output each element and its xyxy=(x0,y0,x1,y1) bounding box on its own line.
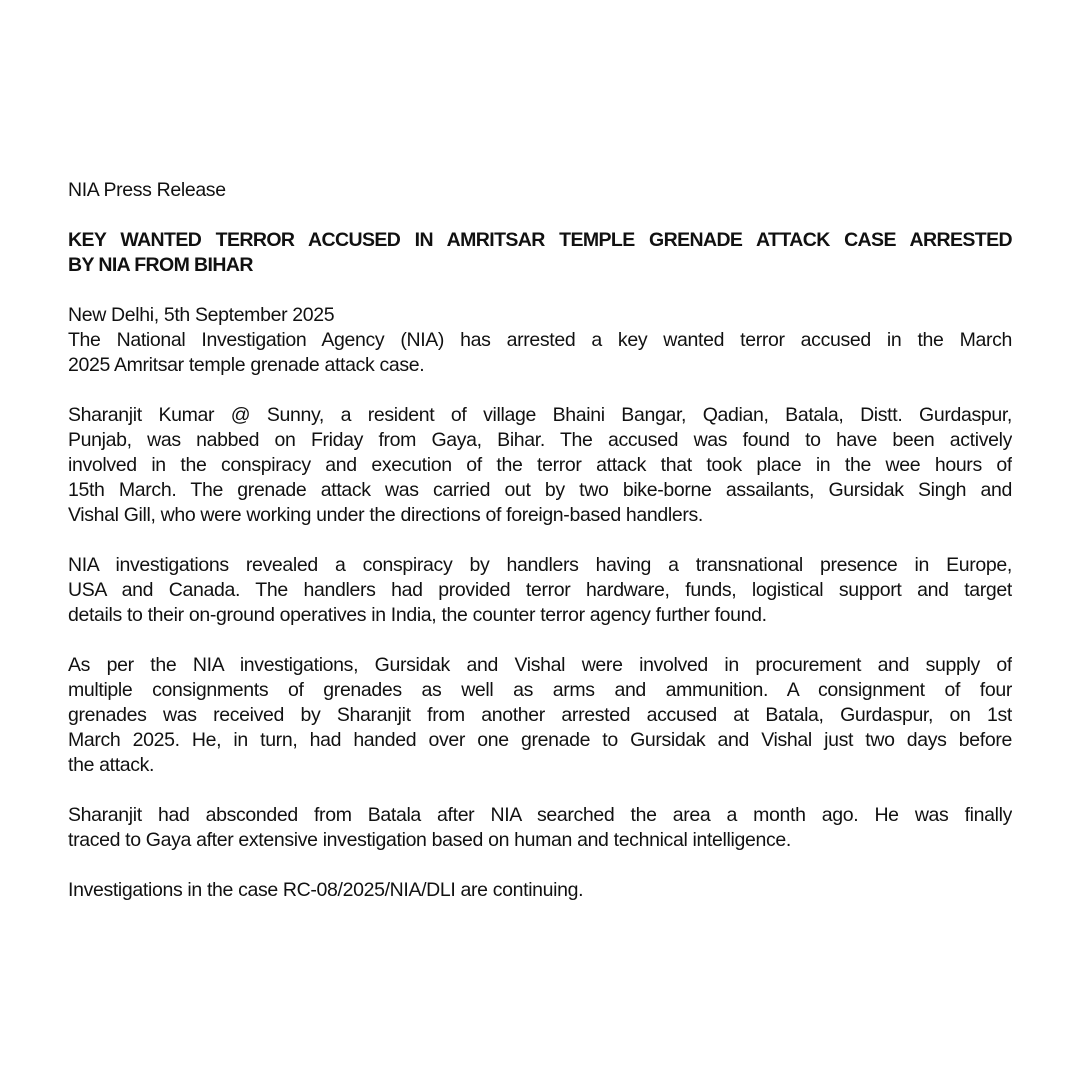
paragraph-line: USA and Canada. The handlers had provided terror hardware, funds, logistical support and target xyxy=(68,579,1012,601)
paragraph-4 xyxy=(68,653,1012,778)
paragraph-line: involved in the conspiracy and execution of the terror attack that took place in the wee hours of xyxy=(68,454,1012,476)
paragraph-line: details to their on-ground operatives in India, the counter terror agency further found. xyxy=(68,604,767,626)
paragraph-3 xyxy=(68,553,1012,628)
paragraph-5 xyxy=(68,803,1012,853)
paragraph-line: multiple consignments of grenades as well as arms and ammunition. A consignment of four xyxy=(68,679,1012,701)
headline-line: BY NIA FROM BIHAR xyxy=(68,254,253,276)
paragraph-line: 15th March. The grenade attack was carried out by two bike-borne assailants, Gursidak Singh and xyxy=(68,479,1012,501)
spacer xyxy=(68,203,1012,228)
paragraph-2 xyxy=(68,403,1012,528)
paragraph-line: 2025 Amritsar temple grenade attack case. xyxy=(68,354,425,376)
press-release-document xyxy=(68,178,1012,903)
paragraph-line: The National Investigation Agency (NIA) has arrested a key wanted terror accused in the March xyxy=(68,329,1012,351)
paragraph-line: grenades was received by Sharanjit from another arrested accused at Batala, Gurdaspur, on 1st xyxy=(68,704,1012,726)
paragraph-6 xyxy=(68,878,1012,903)
dateline: New Delhi, 5th September 2025 xyxy=(68,304,335,326)
headline-line: KEY WANTED TERROR ACCUSED IN AMRITSAR TEMPLE GRENADE ATTACK CASE ARRESTED xyxy=(68,229,1012,251)
paragraph-line: traced to Gaya after extensive investigation based on human and technical intelligence. xyxy=(68,829,791,851)
paragraph-line: Vishal Gill, who were working under the directions of foreign-based handlers. xyxy=(68,504,703,526)
spacer xyxy=(68,853,1012,878)
headline xyxy=(68,228,1012,278)
paragraph-line: As per the NIA investigations, Gursidak and Vishal were involved in procurement and supply of xyxy=(68,654,1012,676)
paragraph-line: the attack. xyxy=(68,754,155,776)
spacer xyxy=(68,528,1012,553)
paragraph-line: Punjab, was nabbed on Friday from Gaya, Bihar. The accused was found to have been actively xyxy=(68,429,1012,451)
release-label: NIA Press Release xyxy=(68,179,226,201)
paragraph-line: Investigations in the case RC-08/2025/NIA/DLI are continuing. xyxy=(68,879,584,901)
paragraph-line: NIA investigations revealed a conspiracy by handlers having a transnational presence in Europe, xyxy=(68,554,1012,576)
paragraph-line: Sharanjit had absconded from Batala after NIA searched the area a month ago. He was finally xyxy=(68,804,1012,826)
spacer xyxy=(68,628,1012,653)
paragraph-line: Sharanjit Kumar @ Sunny, a resident of village Bhaini Bangar, Qadian, Batala, Distt. Gurdaspur, xyxy=(68,404,1012,426)
spacer xyxy=(68,378,1012,403)
paragraph-1 xyxy=(68,328,1012,378)
spacer xyxy=(68,278,1012,303)
spacer xyxy=(68,778,1012,803)
paragraph-line: March 2025. He, in turn, had handed over one grenade to Gursidak and Vishal just two days before xyxy=(68,729,1012,751)
